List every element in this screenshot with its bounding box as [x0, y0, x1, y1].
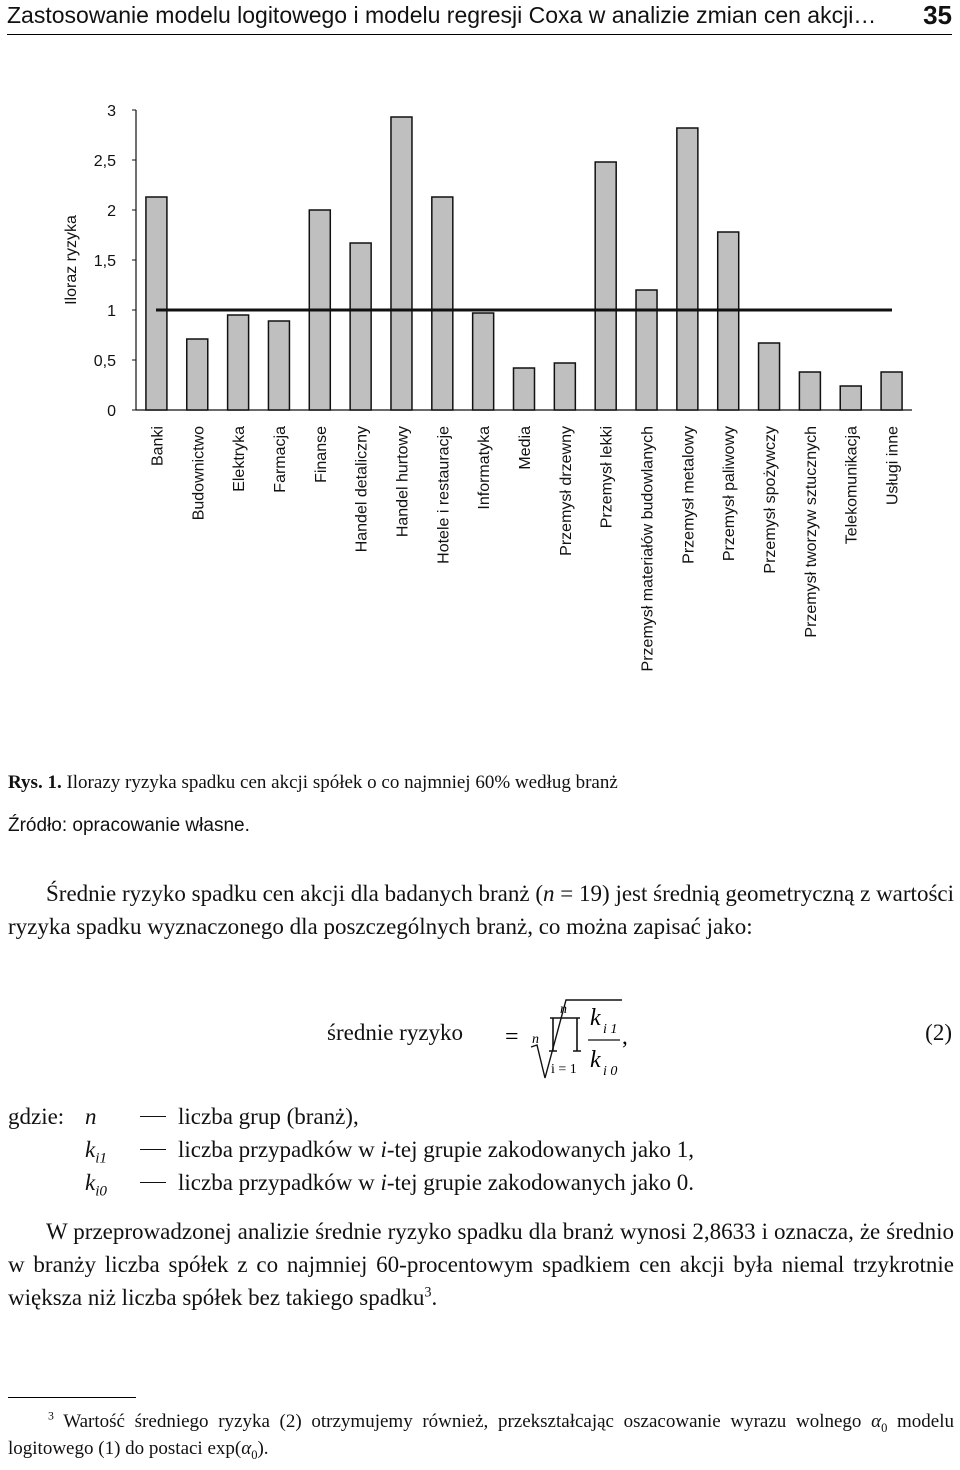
figure-label: Rys. 1.: [8, 772, 62, 793]
definition-dash: [140, 1116, 166, 1117]
equation-body: [0, 995, 960, 1085]
denominator-subscript: i 0: [603, 1064, 618, 1079]
definition-text-a: liczba przypadków w: [178, 1137, 381, 1162]
figure-source: Źródło: opracowanie własne.: [8, 815, 250, 836]
running-title: Zastosowanie modelu logitowego i modelu regresji Coxa w analizie zmian cen akcji…: [7, 2, 877, 28]
definition-symbol: [85, 1166, 107, 1199]
equation-2: [0, 995, 960, 1085]
paragraph-2-end: .: [431, 1285, 438, 1310]
variable-i: i: [380, 1170, 387, 1195]
y-tick-label: 2: [107, 203, 116, 220]
y-axis-label: Iloraz ryzyka: [63, 215, 80, 305]
bar: [350, 243, 371, 410]
equation-lhs: średnie ryzyko: [327, 1020, 464, 1045]
category-label: Media: [517, 426, 534, 470]
definition-text-a: liczba przypadków w: [178, 1170, 381, 1195]
definition-text-b: -tej grupie zakodowanych jako 1,: [386, 1137, 695, 1162]
category-label: Przemysł lekki: [598, 426, 616, 529]
product-sign: [549, 1018, 581, 1051]
footnote-text-c: ).: [257, 1438, 269, 1459]
category-label: Banki: [149, 426, 167, 467]
product-lower-limit: i = 1: [551, 1062, 577, 1077]
bar: [473, 313, 494, 410]
figure-caption-text: Ilorazy ryzyka spadku cen akcji spółek o co najmniej 60% według branż: [61, 772, 618, 793]
alpha-symbol: α: [241, 1438, 252, 1459]
category-label: Finanse: [312, 426, 330, 483]
footnote-separator: [8, 1397, 136, 1398]
page-number: 35: [923, 0, 952, 30]
equals-sign: =: [505, 1024, 519, 1050]
where-label: gdzie:: [8, 1104, 65, 1129]
bar: [268, 321, 289, 410]
definition-symbol: [85, 1133, 107, 1166]
paragraph-2-text: W przeprowadzonej analizie średnie ryzyko spadku dla branż wynosi 2,8633 i oznacza, że średnio w branży liczba spółek z co najmniej 60-procentowym spadkiem cen akcji była niemal trzykrotnie większa niż liczba spółek bez takiego spadku: [8, 1219, 954, 1310]
footnote-text-a: Wartość średniego ryzyka (2) otrzymujemy również, przekształcając oszacowanie wyrazu wolnego: [53, 1411, 872, 1432]
definition-text: [178, 1166, 694, 1199]
bar: [187, 339, 208, 410]
footnote-text-b: modelu logitowego (1) do postaci exp(: [8, 1411, 954, 1459]
product-upper-limit: n: [560, 1002, 567, 1017]
bar: [146, 197, 167, 410]
y-tick-label: 1,5: [93, 253, 116, 270]
symbol-base: k: [85, 1137, 96, 1162]
numerator-subscript: i 1: [603, 1022, 618, 1037]
category-label: Przemysł spożywczy: [762, 426, 780, 574]
bar: [514, 368, 535, 410]
category-label: Telekomunikacja: [843, 426, 861, 545]
numerator-k: k: [590, 1005, 601, 1031]
bar: [554, 363, 575, 410]
category-label: Farmacja: [271, 426, 289, 493]
variable-n: n: [543, 881, 555, 906]
paragraph-1: [8, 877, 954, 943]
symbol-base: k: [85, 1170, 96, 1195]
bar: [391, 117, 412, 410]
bar: [677, 128, 698, 410]
paragraph-1-text-b: = 19) jest średnią geometryczną z wartości ryzyka spadku wyznaczonego dla poszczególnych branż, co można zapisać jako:: [8, 881, 954, 939]
category-label: Usługi inne: [884, 426, 902, 506]
bar: [432, 197, 453, 410]
definition-text-b: -tej grupie zakodowanych jako 0.: [386, 1170, 695, 1195]
category-label: Przemysł metalowy: [680, 426, 698, 564]
paragraph-2: [8, 1215, 954, 1314]
category-label: Budownictwo: [190, 426, 208, 521]
bar: [595, 162, 616, 410]
category-label: Informatyka: [476, 426, 494, 510]
bar: [799, 372, 820, 410]
figure-caption: [8, 772, 618, 794]
bar: [881, 372, 902, 410]
category-label: Przemysł drzewny: [557, 426, 575, 556]
y-tick-label: 0: [107, 403, 116, 420]
equation-number: (2): [925, 1020, 952, 1045]
alpha-subscript: 0: [881, 1420, 888, 1435]
category-label: Przemysł materiałów budowlanych: [639, 426, 657, 672]
definition-symbol: n: [85, 1104, 97, 1129]
footnote-reference[interactable]: 3: [424, 1284, 432, 1301]
category-label: Handel hurtowy: [394, 426, 412, 538]
variable-i: i: [380, 1137, 387, 1162]
footnote: [8, 1408, 954, 1462]
definition-dash: [140, 1149, 166, 1150]
category-label: Przemysł paliwowy: [721, 426, 739, 562]
symbol-subscript: i1: [95, 1149, 108, 1167]
category-label: Przemysł tworzyw sztucznych: [802, 426, 820, 638]
y-tick-label: 3: [107, 103, 116, 120]
footnote-mark: 3: [48, 1409, 54, 1423]
y-tick-label: 1: [107, 303, 116, 320]
denominator-k: k: [590, 1047, 601, 1073]
equation-comma: ,: [622, 1024, 628, 1049]
y-tick-label: 0,5: [93, 353, 116, 370]
bar: [718, 232, 739, 410]
definition-text: [178, 1133, 694, 1166]
definition-text: liczba grup (branż),: [178, 1104, 359, 1129]
y-tick-label: 2,5: [93, 153, 116, 170]
category-label: Handel detaliczny: [353, 426, 371, 553]
bar: [840, 386, 861, 410]
bar: [759, 343, 780, 410]
alpha-symbol: α: [871, 1411, 882, 1432]
paragraph-1-text-a: Średnie ryzyko spadku cen akcji dla badanych branż (: [46, 881, 544, 906]
definition-dash: [140, 1182, 166, 1183]
category-label: Elektryka: [231, 426, 249, 492]
root-index: n: [532, 1032, 539, 1047]
bar: [228, 315, 249, 410]
bar: [636, 290, 657, 410]
category-label: Hotele i restauracje: [435, 426, 453, 564]
alpha-subscript: 0: [251, 1447, 258, 1462]
symbol-subscript: i0: [95, 1182, 108, 1200]
